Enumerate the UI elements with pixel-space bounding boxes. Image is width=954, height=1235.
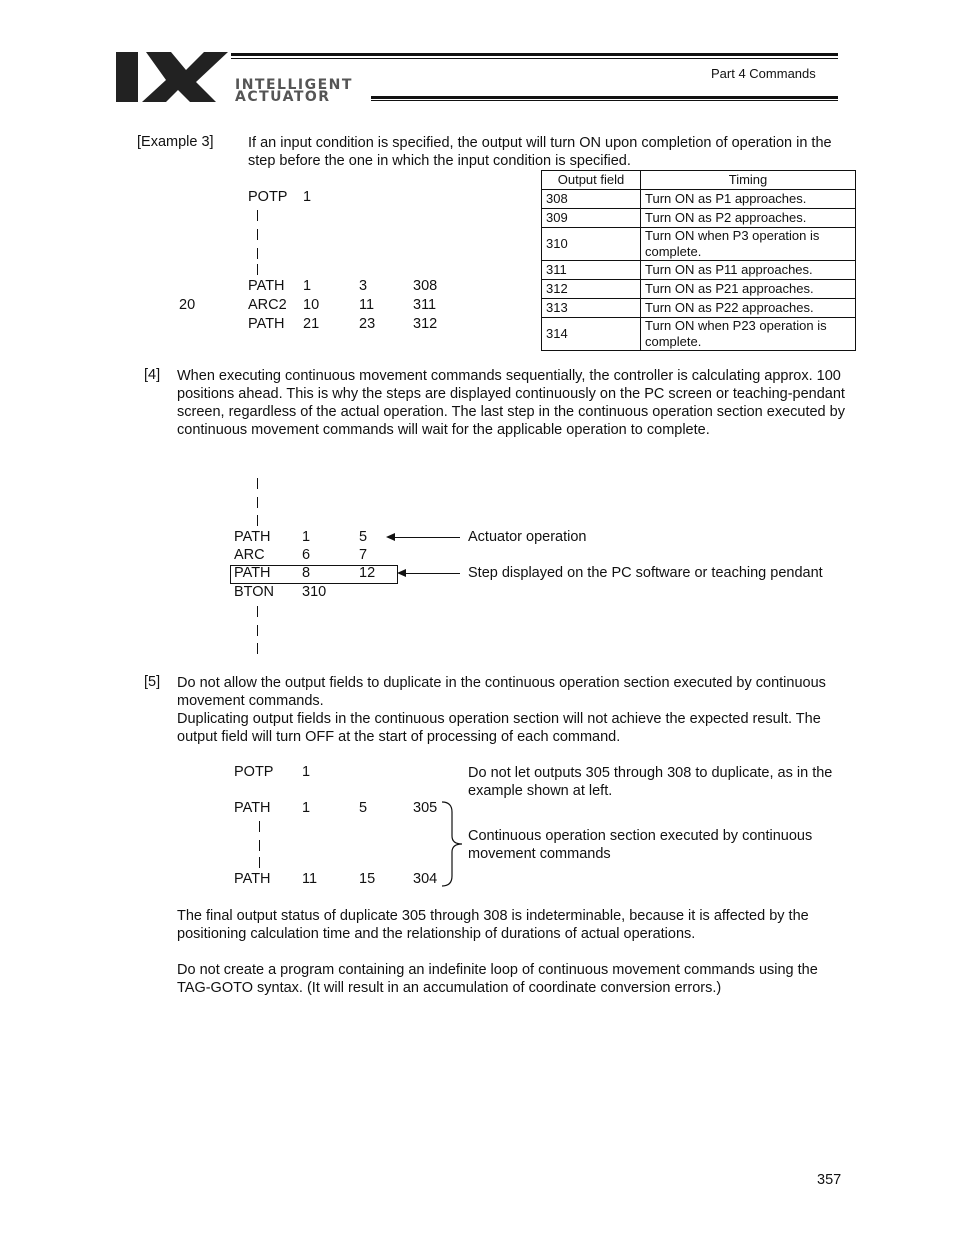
section-title: Part 4 Commands [711,66,816,81]
item-4-text: When executing continuous movement commands sequentially, the controller is calculating approx. 100 positions ahead. This is why the steps are displayed continuously on the PC screen or teaching-pendant screen, regardless of the actual operation. The last step in the continuous operation section executed by continuous movement commands will wait for the applicable operation to complete. [177,368,845,438]
arrow-line [405,573,460,574]
cell-output-field: 309 [542,209,641,228]
continuation-tick [257,515,258,526]
continuation-tick [257,643,258,654]
program-out: 305 [413,800,438,816]
annotation-actuator-operation: Actuator operation [468,529,587,545]
program-out: 312 [413,316,438,332]
continuation-tick [257,478,258,489]
item-5-text-1: Do not allow the output fields to duplicate in the continuous operation section executed by continuous movement commands. [177,675,826,709]
program-op2: 11 [359,297,375,313]
cell-timing: Turn ON as P22 approaches. [641,299,856,318]
program-op2: 15 [359,871,376,887]
arrow-line [394,537,460,538]
header-rule-bottom-thin [371,100,838,101]
header-rule-top [231,53,838,56]
table-row [542,261,856,280]
example-3-label: [Example 3] [137,134,214,150]
program-cmd: POTP [248,189,288,205]
program-op1: 21 [303,316,320,332]
continuation-tick [257,606,258,617]
program-op2: 3 [359,278,368,294]
program-op1: 1 [302,764,311,780]
cell-timing: Turn ON as P2 approaches. [641,209,856,228]
table-row [542,209,856,228]
program-op2: 12 [359,565,376,581]
cell-output-field: 313 [542,299,641,318]
program-op2: 7 [359,547,368,563]
ix-logo-icon [116,52,228,102]
header-rule-top-thin [231,58,838,59]
item-5-label: [5] [144,674,161,690]
program-cmd: PATH [248,278,285,294]
program-cmd: POTP [234,764,274,780]
program-op1: 1 [303,189,312,205]
column-header-timing: Timing [641,171,856,190]
item-5-text-2: Duplicating output fields in the continuous operation section will not achieve the expected result. The output field will turn OFF at the start of processing of each command. [177,711,821,745]
table-header-row [542,171,856,190]
program-step: 20 [179,297,196,313]
item-5-text-3: The final output status of duplicate 305 through 308 is indeterminable, because it is affected by the positioning calculation time and the relationship of durations of actual operations. [177,908,809,942]
program-cmd: PATH [234,871,271,887]
continuation-tick [257,248,258,259]
continuation-tick [259,857,260,868]
program-out: 308 [413,278,438,294]
header-rule-bottom [371,96,838,99]
column-header-output-field: Output field [542,171,641,190]
logo-line-actuator: ACTUATOR [235,89,331,105]
program-op1: 10 [303,297,320,313]
continuation-tick [257,229,258,240]
cell-timing: Turn ON when P3 operation is complete. [641,228,856,261]
table-row [542,299,856,318]
program-cmd: ARC [234,547,265,563]
program-op2: 5 [359,529,368,545]
item-4-label: [4] [144,367,161,383]
continuation-tick [257,497,258,508]
note-duplicate-outputs: Do not let outputs 305 through 308 to duplicate, as in the example shown at left. [468,765,833,799]
program-op1: 1 [303,278,312,294]
continuation-tick [257,625,258,636]
continuation-tick [259,821,260,832]
table-row [542,318,856,351]
program-op1: 6 [302,547,311,563]
program-cmd: PATH [234,800,271,816]
program-out: 311 [413,297,437,313]
continuation-tick [259,840,260,851]
table-row [542,228,856,261]
note-continuous-section: Continuous operation section executed by continuous movement commands [468,828,813,862]
program-cmd: PATH [248,316,285,332]
program-op1: 310 [302,584,327,600]
program-op1: 1 [302,529,311,545]
cell-timing: Turn ON as P21 approaches. [641,280,856,299]
table-row [542,190,856,209]
cell-output-field: 312 [542,280,641,299]
program-cmd: ARC2 [248,297,287,313]
program-op2: 23 [359,316,376,332]
right-brace-icon [440,800,466,888]
cell-output-field: 314 [542,318,641,351]
logo-line-intelligent: INTELLIGENT [235,77,353,93]
program-op1: 1 [302,800,311,816]
cell-timing: Turn ON as P1 approaches. [641,190,856,209]
program-out: 304 [413,871,438,887]
item-5-text-4: Do not create a program containing an indefinite loop of continuous movement commands using the TAG-GOTO syntax. (It will result in an accumulation of coordinate conversion errors.) [177,962,818,996]
cell-timing: Turn ON as P11 approaches. [641,261,856,280]
program-op1: 8 [302,565,311,581]
cell-timing: Turn ON when P23 operation is complete. [641,318,856,351]
program-cmd: PATH [234,565,271,581]
continuation-tick [257,210,258,221]
cell-output-field: 310 [542,228,641,261]
program-op2: 5 [359,800,368,816]
table-row [542,280,856,299]
cell-output-field: 308 [542,190,641,209]
cell-output-field: 311 [542,261,641,280]
program-cmd: BTON [234,584,275,600]
page-number: 357 [817,1172,842,1188]
annotation-displayed-step: Step displayed on the PC software or teaching pendant [468,565,823,581]
continuation-tick [257,264,258,275]
output-timing-table [541,170,856,351]
example-3-text: If an input condition is specified, the output will turn ON upon completion of operation in the step before the one in which the input condition is specified. [248,135,832,169]
program-cmd: PATH [234,529,271,545]
program-op1: 11 [302,871,318,887]
